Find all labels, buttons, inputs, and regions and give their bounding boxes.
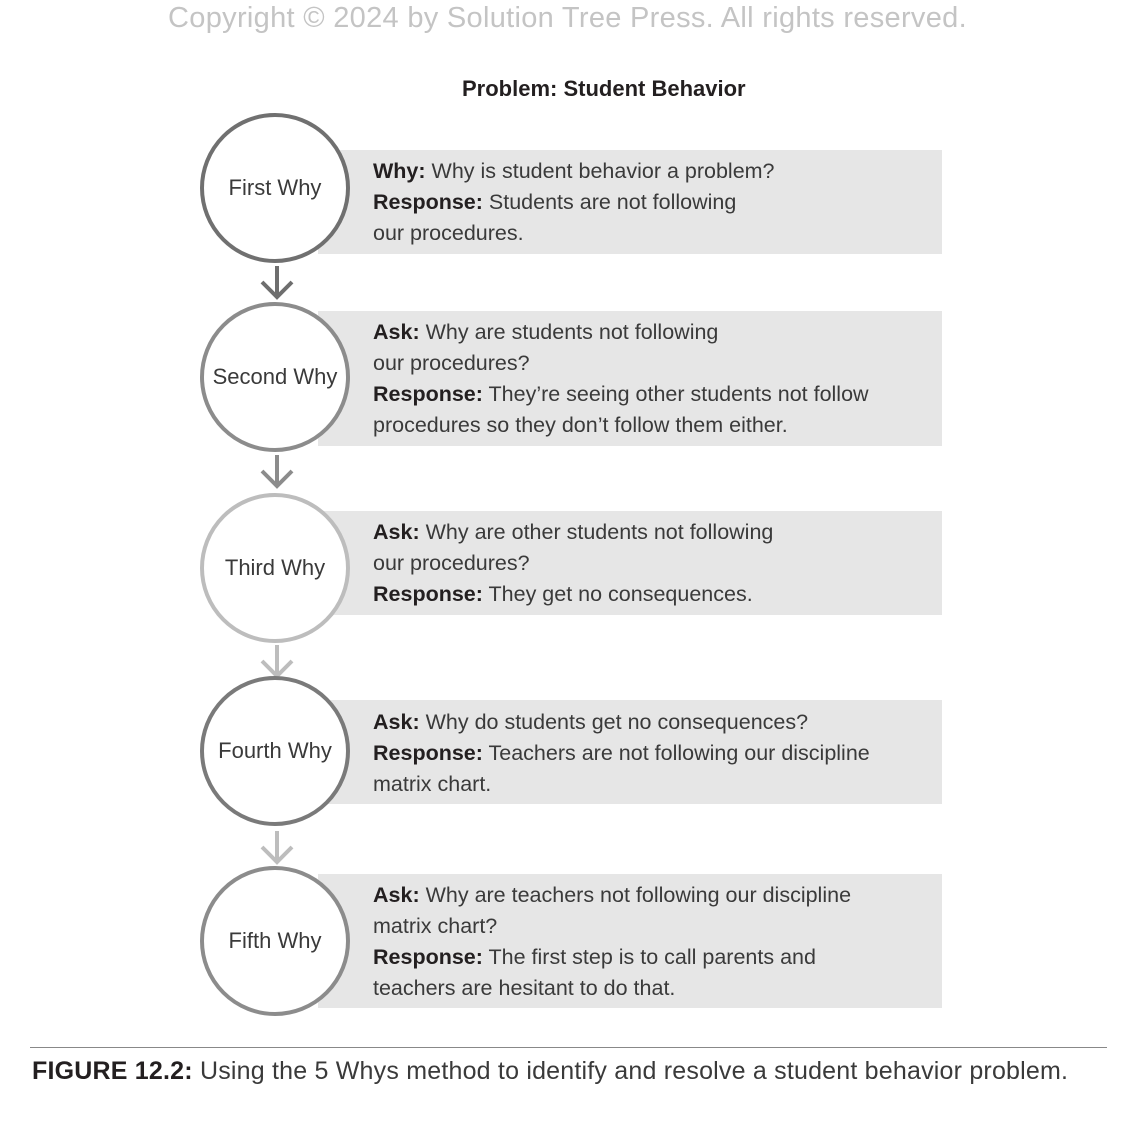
step-5-question-label: Ask: [373, 883, 420, 907]
second-why-circle [200, 302, 350, 452]
step-5-response-line-1: The first step is to call parents and [488, 945, 816, 969]
step-2-response-label: Response: [373, 382, 483, 406]
step-1-response-line-1: Students are not following [488, 190, 737, 214]
step-5-response-line-2: teachers are hesitant to do that. [373, 976, 676, 1000]
arrow-down-icon [259, 266, 295, 300]
arrow-down-icon [259, 831, 295, 865]
step-3-question-line-2: our procedures? [373, 551, 530, 575]
step-5-question-line-2: matrix chart? [373, 914, 498, 938]
step-3-response-line-1: They get no consequences. [488, 582, 753, 606]
third-why-circle [200, 493, 350, 643]
copyright-notice: Copyright © 2024 by Solution Tree Press. All rights reserved. [168, 2, 967, 34]
second-why-label: Second Why [212, 364, 338, 389]
step-1-question: Why is student behavior a problem? [431, 159, 775, 183]
fifth-why-circle [200, 866, 350, 1016]
step-2-response-line-1: They’re seeing other students not follow [488, 382, 869, 406]
step-5-text [373, 880, 851, 1004]
diagram-title: Problem: Student Behavior [462, 76, 746, 101]
third-why-label: Third Why [224, 555, 326, 580]
step-3-question-label: Ask: [373, 520, 420, 544]
fourth-why-circle [200, 676, 350, 826]
step-5-response-label: Response: [373, 945, 483, 969]
first-why-circle [200, 113, 350, 263]
step-2-response-line-2: procedures so they don’t follow them either. [373, 413, 788, 437]
step-4-text [373, 707, 870, 800]
fifth-why-label: Fifth Why [228, 928, 322, 953]
fourth-why-label: Fourth Why [218, 738, 332, 763]
step-3-question-line-1: Why are other students not following [425, 520, 774, 544]
step-2-question-line-1: Why are students not following [425, 320, 719, 344]
arrow-down-icon [259, 645, 295, 679]
step-4-response-line-2: matrix chart. [373, 772, 492, 796]
figure-caption-text: Using the 5 Whys method to identify and resolve a student behavior problem. [199, 1057, 1069, 1085]
step-4-response-line-1: Teachers are not following our discipline [488, 741, 870, 765]
caption-divider [30, 1047, 1107, 1048]
step-4-response-label: Response: [373, 741, 483, 765]
figure-caption [32, 1054, 1072, 1088]
arrow-down-icon [259, 455, 295, 489]
step-4-question-line-1: Why do students get no consequences? [425, 710, 809, 734]
step-1-response-label: Response: [373, 190, 483, 214]
step-3-response-label: Response: [373, 582, 483, 606]
first-why-label: First Why [228, 175, 322, 200]
step-2-text [373, 317, 869, 441]
step-1-question-label: Why: [373, 159, 426, 183]
step-1-response-line-2: our procedures. [373, 221, 524, 245]
step-4-question-label: Ask: [373, 710, 420, 734]
step-2-question-label: Ask: [373, 320, 420, 344]
step-3-text [373, 517, 773, 610]
step-2-question-line-2: our procedures? [373, 351, 530, 375]
step-5-question-line-1: Why are teachers not following our discipline [425, 883, 852, 907]
figure-label: FIGURE 12.2: [32, 1057, 193, 1085]
step-1-text [373, 156, 775, 249]
